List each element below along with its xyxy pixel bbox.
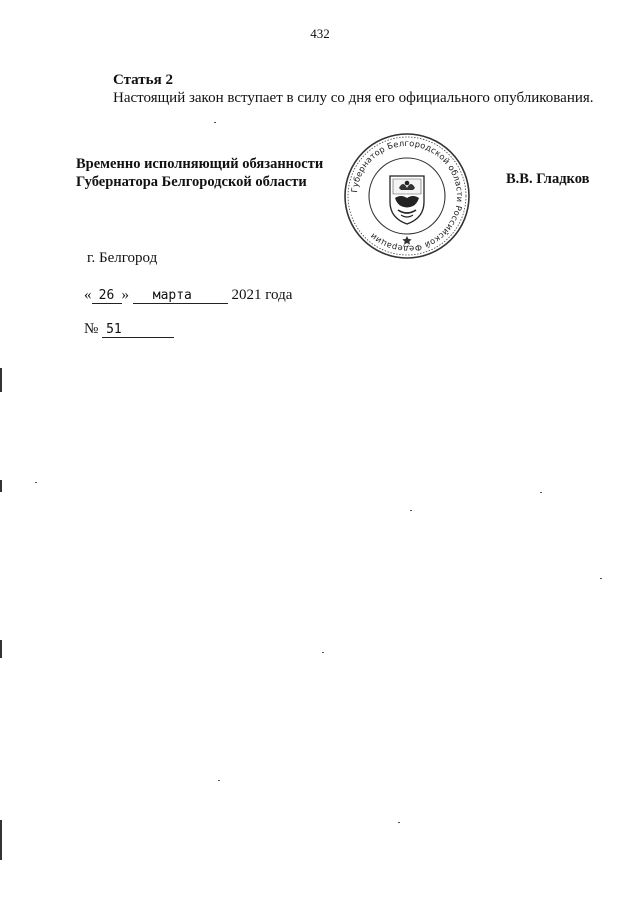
signatory-position	[76, 155, 323, 191]
signatory-position-line2: Губернатора Белгородской области	[76, 174, 307, 190]
place-of-signing: г. Белгород	[87, 250, 158, 266]
article-heading: Статья 2	[113, 72, 173, 88]
seal-star-icon	[402, 236, 411, 245]
scan-speck	[600, 578, 602, 579]
scan-speck	[398, 822, 400, 823]
seal-text: Губернатор Белгородской области Российской Федерации	[349, 137, 466, 255]
date-close-quote: »	[121, 287, 129, 303]
signing-date	[84, 287, 292, 304]
scan-speck	[410, 510, 412, 511]
scan-speck	[35, 482, 37, 483]
page-number: 432	[310, 26, 330, 41]
signatory-position-line1: Временно исполняющий обязанности	[76, 156, 324, 172]
date-open-quote: «	[84, 287, 92, 303]
number-prefix: №	[84, 321, 99, 337]
scan-edge-mark	[0, 368, 2, 392]
date-day: 26	[92, 288, 122, 304]
article-text: Настоящий закон вступает в силу со дня его официального опубликования.	[113, 90, 594, 106]
seal-inner-ring	[369, 158, 445, 234]
coat-of-arms-icon	[390, 176, 424, 224]
document-number	[84, 321, 174, 338]
scan-speck	[322, 652, 324, 653]
scan-edge-mark	[0, 820, 2, 860]
scan-speck	[218, 780, 220, 781]
number-value: 51	[102, 322, 174, 338]
official-seal-icon	[343, 132, 471, 260]
scan-edge-mark	[0, 640, 2, 658]
scan-speck	[540, 492, 542, 493]
scan-edge-mark	[0, 480, 2, 492]
date-month: марта	[133, 288, 228, 304]
date-year: 2021 года	[231, 287, 293, 303]
signatory-name: В.В. Гладков	[506, 171, 590, 187]
scan-speck	[214, 122, 216, 123]
